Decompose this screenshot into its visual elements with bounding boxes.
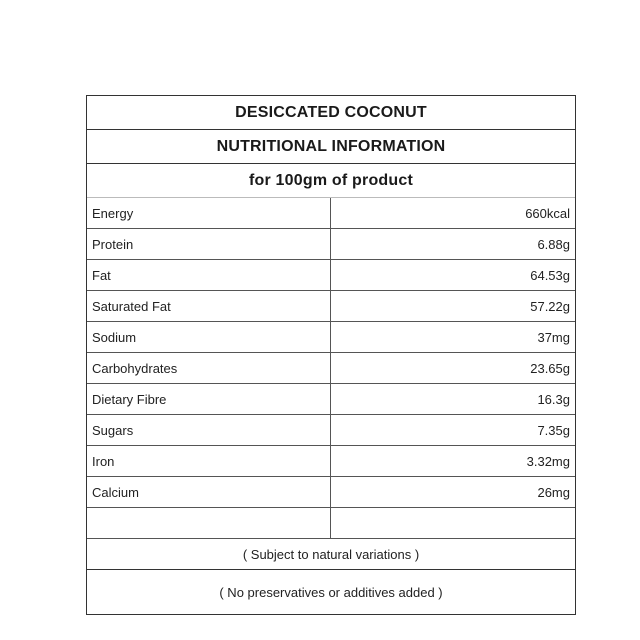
nutrient-name: Iron (87, 446, 331, 476)
nutrient-name: Calcium (87, 477, 331, 507)
table-row (87, 260, 575, 291)
nutrient-value: 6.88g (537, 236, 570, 252)
nutrient-value: 7.35g (537, 422, 570, 438)
table-row (87, 291, 575, 322)
table-row (87, 415, 575, 446)
empty-row (87, 508, 575, 539)
nutrient-value: 37mg (537, 329, 570, 345)
empty-cell (331, 508, 575, 538)
nutrient-value: 57.22g (530, 298, 570, 314)
table-row (87, 384, 575, 415)
nutrient-value: 16.3g (537, 391, 570, 407)
table-row (87, 477, 575, 508)
table-row (87, 229, 575, 260)
nutrition-table (86, 95, 576, 615)
nutrient-name: Energy (87, 198, 331, 228)
nutrient-value: 660kcal (525, 205, 570, 221)
nutrient-value: 23.65g (530, 360, 570, 376)
nutrient-name: Dietary Fibre (87, 384, 331, 414)
section-title: NUTRITIONAL INFORMATION (87, 130, 575, 164)
empty-cell (87, 508, 331, 538)
table-row (87, 446, 575, 477)
nutrient-name: Sodium (87, 322, 331, 352)
serving-basis: for 100gm of product (87, 164, 575, 198)
variation-note: ( Subject to natural variations ) (87, 539, 575, 570)
nutrient-value: 26mg (537, 484, 570, 500)
nutrient-name: Fat (87, 260, 331, 290)
table-row (87, 353, 575, 384)
product-title: DESICCATED COCONUT (87, 96, 575, 130)
nutrient-name: Protein (87, 229, 331, 259)
preservatives-note: ( No preservatives or additives added ) (219, 584, 443, 600)
table-row (87, 198, 575, 229)
nutrient-value: 3.32mg (526, 453, 570, 469)
nutrient-name: Saturated Fat (87, 291, 331, 321)
nutrient-name: Carbohydrates (87, 353, 331, 383)
nutrient-value: 64.53g (530, 267, 570, 283)
nutrient-name: Sugars (87, 415, 331, 445)
table-row (87, 322, 575, 353)
